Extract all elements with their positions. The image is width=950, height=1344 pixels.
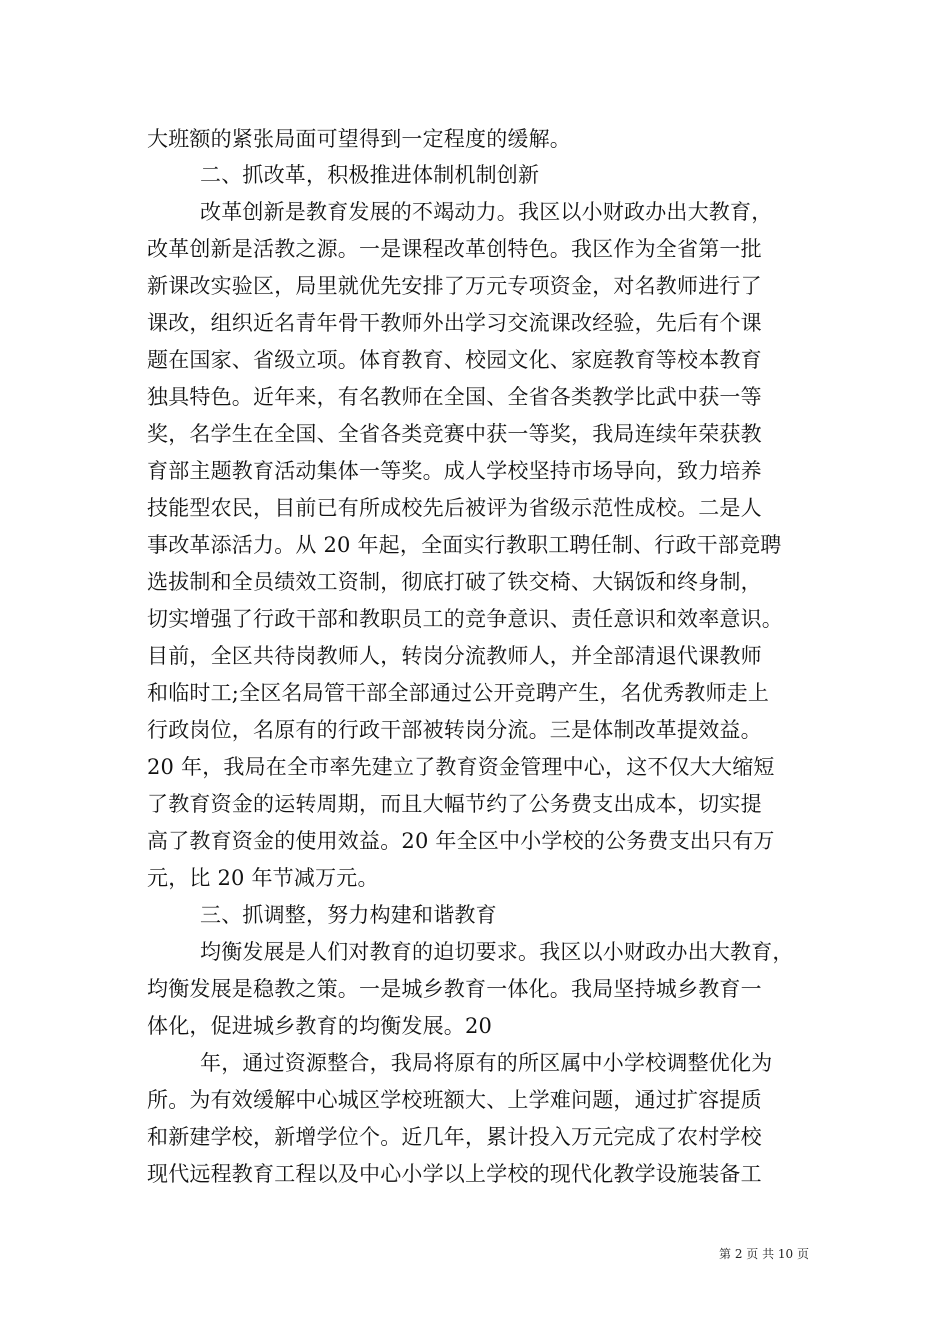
- text-line: 育部主题教育活动集体一等奖。成人学校坚持市场导向，致力培养: [147, 459, 762, 483]
- text-line: 20 年，我局在全市率先建立了教育资金管理中心，这不仅大大缩短: [147, 755, 775, 779]
- text-line: 元，比 20 年节减万元。: [147, 866, 379, 890]
- text-line: 大班额的紧张局面可望得到一定程度的缓解。: [147, 127, 571, 151]
- text-line: 改革创新是教育发展的不竭动力。我区以小财政办出大教育，: [200, 200, 773, 224]
- text-line: 题在国家、省级立项。体育教育、校园文化、家庭教育等校本教育: [147, 348, 762, 372]
- text-line: 独具特色。近年来，有名教师在全国、全省各类教学比武中获一等: [147, 385, 762, 409]
- text-line: 均衡发展是人们对教育的迫切要求。我区以小财政办出大教育，: [200, 940, 794, 964]
- text-line: 高了教育资金的使用效益。20 年全区中小学校的公务费支出只有万: [147, 829, 775, 853]
- text-line: 和临时工;全区名局管干部全部通过公开竞聘产生，名优秀教师走上: [147, 681, 770, 705]
- text-line: 改革创新是活教之源。一是课程改革创特色。我区作为全省第一批: [147, 237, 762, 261]
- text-line: 现代远程教育工程以及中心小学以上学校的现代化教学设施装备工: [147, 1162, 762, 1186]
- text-line: 目前，全区共待岗教师人，转岗分流教师人，并全部清退代课教师: [147, 644, 762, 668]
- text-line: 事改革添活力。从 20 年起，全面实行教职工聘任制、行政干部竞聘: [147, 533, 782, 557]
- text-line: 技能型农民，目前已有所成校先后被评为省级示范性成校。二是人: [147, 496, 762, 520]
- text-line: 均衡发展是稳教之策。一是城乡教育一体化。我局坚持城乡教育一: [147, 977, 762, 1001]
- text-line: 切实增强了行政干部和教职员工的竞争意识、责任意识和效率意识。: [147, 607, 783, 631]
- text-line: 年，通过资源整合，我局将原有的所区属中小学校调整优化为: [200, 1051, 773, 1075]
- text-line: 了教育资金的运转周期，而且大幅节约了公务费支出成本，切实提: [147, 792, 762, 816]
- section-heading: 二、抓改革，积极推进体制机制创新: [200, 163, 540, 187]
- page-number: 第 2 页 共 10 页: [719, 1247, 809, 1261]
- text-line: 新课改实验区，局里就优先安排了万元专项资金，对名教师进行了: [147, 274, 762, 298]
- text-line: 和新建学校，新增学位个。近几年，累计投入万元完成了农村学校: [147, 1125, 762, 1149]
- text-line: 行政岗位，名原有的行政干部被转岗分流。三是体制改革提效益。: [147, 718, 762, 742]
- text-line: 体化，促进城乡教育的均衡发展。20: [147, 1014, 493, 1038]
- text-line: 所。为有效缓解中心城区学校班额大、上学难问题，通过扩容提质: [147, 1088, 762, 1112]
- text-line: 奖，名学生在全国、全省各类竞赛中获一等奖，我局连续年荣获教: [147, 422, 762, 446]
- text-line: 课改，组织近名青年骨干教师外出学习交流课改经验，先后有个课: [147, 311, 762, 335]
- section-heading: 三、抓调整，努力构建和谐教育: [200, 903, 497, 927]
- text-line: 选拔制和全员绩效工资制，彻底打破了铁交椅、大锅饭和终身制，: [147, 570, 762, 594]
